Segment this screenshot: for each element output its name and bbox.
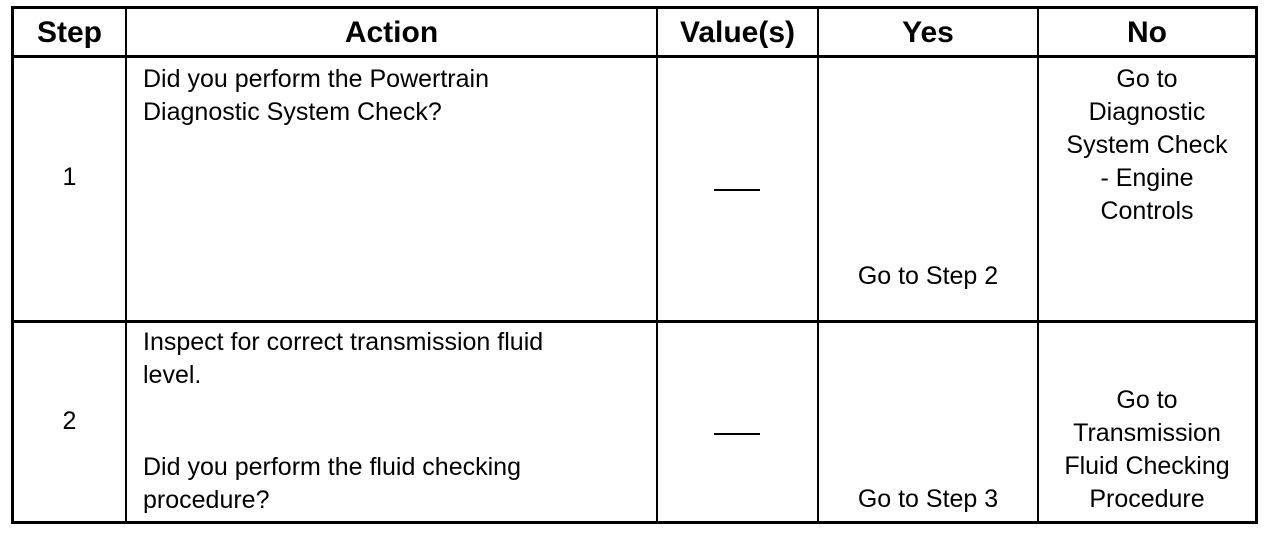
action-line: Inspect for correct transmission fluid — [143, 328, 544, 356]
header-step: Step — [36, 16, 102, 49]
action-line: Did you perform the Powertrain — [143, 65, 489, 93]
action-text — [143, 63, 648, 129]
action-line: Diagnostic System Check? — [143, 98, 442, 126]
header-divider — [14, 55, 1255, 58]
no-line: Go to — [1116, 65, 1178, 93]
no-line: Fluid Checking — [1064, 452, 1230, 480]
diagnostic-table — [11, 6, 1258, 524]
no-line: Procedure — [1089, 485, 1205, 513]
yes-link[interactable]: Go to Step 3 — [857, 485, 999, 513]
no-line: Controls — [1100, 197, 1194, 225]
no-line: Transmission — [1073, 419, 1221, 447]
action-line: Did you perform the fluid checking — [143, 453, 521, 481]
value-dash — [714, 189, 760, 191]
no-link[interactable] — [1039, 384, 1255, 516]
action-text — [143, 326, 648, 392]
no-line: Diagnostic — [1088, 98, 1206, 126]
value-dash — [714, 433, 760, 435]
column-divider — [656, 9, 658, 521]
column-divider — [125, 9, 127, 521]
step-number: 2 — [62, 407, 77, 435]
yes-link[interactable]: Go to Step 2 — [857, 262, 999, 290]
step-number: 1 — [62, 163, 77, 191]
no-link[interactable] — [1039, 63, 1255, 228]
header-no: No — [1127, 16, 1167, 49]
header-yes: Yes — [902, 16, 954, 49]
value-cell-text — [0, 0, 1, 1]
value-cell-text — [0, 0, 1, 1]
no-line: Go to — [1116, 386, 1178, 414]
row-divider — [14, 320, 1255, 323]
header-action: Action — [344, 16, 439, 49]
action-line: level. — [143, 361, 202, 389]
action-question — [143, 451, 648, 517]
header-values: Value(s) — [679, 16, 796, 49]
no-line: System Check — [1066, 131, 1228, 159]
no-line: - Engine — [1100, 164, 1194, 192]
action-line: procedure? — [143, 486, 270, 514]
